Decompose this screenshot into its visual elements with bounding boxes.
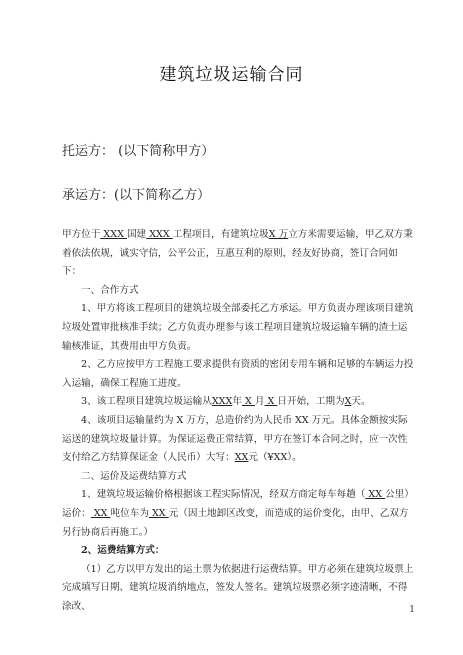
start-year-blank: XXX bbox=[211, 396, 233, 408]
price-blank: XX bbox=[148, 507, 169, 519]
start-month-blank: X bbox=[241, 396, 255, 408]
item-text: 公里）运价： bbox=[62, 489, 414, 519]
item-text: 吨位车为 bbox=[110, 507, 149, 519]
contract-title: 建筑垃圾运输合同 bbox=[159, 65, 304, 85]
section1-item2: 2、乙方应按甲方工程施工要求提供有资质的密闭专用车辆和足够的车辆运力投入运输，确保工程施工进度。 bbox=[62, 359, 414, 389]
item-text: 元（¥XX）。 bbox=[248, 452, 302, 464]
duration-blank: X bbox=[344, 396, 352, 408]
item-text: 1、建筑垃圾运输价格根据该工程实际情况，经双方商定每车每趟（ bbox=[81, 489, 366, 501]
intro-text: 工程项目，有建筑垃圾 bbox=[172, 229, 269, 240]
item-text: 元（因土地卸区改变，而造成的运价变化，由甲、乙双方另行协商后再施工。） bbox=[62, 507, 409, 538]
item-text: 日开始，工期为 bbox=[277, 396, 345, 408]
intro-text: 甲方位于 bbox=[62, 229, 101, 240]
volume-blank: X 万 bbox=[268, 229, 289, 240]
deposit-blank: XX bbox=[234, 452, 249, 464]
contract-body bbox=[62, 226, 414, 616]
section1-item1: 1、甲方将该工程项目的建筑垃圾全部委托乙方承运。甲方负责办理该项目建筑垃圾处置审批核准手续；乙方负责办理参与该工程项目建筑垃圾运输车辆的渣土运输核准证，其费用由甲方负责。 bbox=[62, 303, 414, 352]
item-text: 3、该工程项目建筑垃圾运输从 bbox=[81, 396, 212, 408]
section2-item1 bbox=[62, 486, 414, 542]
section2-item2-sub1: （1）乙方以甲方发出的运土票为依据进行运费结算。甲方必须在建筑垃圾票上完成填写日期、建筑垃圾消纳地点，签发人签名。建筑垃圾票必须字迹清晰，不得涂改、 bbox=[62, 563, 414, 612]
carrier-party-line: 托运方： (以下简称甲方） bbox=[62, 144, 215, 159]
item-text: 月 bbox=[254, 396, 265, 408]
section2-item2-heading: 2、运费结算方式： bbox=[81, 545, 165, 557]
intro-paragraph bbox=[62, 226, 414, 282]
intro-text: 立方米需要运输，甲乙双方秉着依法依规，诚实守信，公平公正，互惠互利的原则，经友好协商，签订合同如下： bbox=[62, 229, 413, 278]
item-text: 4、该项目运输量约为 X 万方，总造价约为人民币 XX 万元。具体金额按实际运送的建筑垃圾量计算。为保证运费正常结算，甲方在签订本合同之时，应一次性支付给乙方结算保证金（人民币）大写： bbox=[62, 414, 408, 464]
intro-text: 国建 bbox=[126, 229, 147, 240]
tonnage-blank: XX bbox=[90, 507, 111, 519]
shipper-party-line: 承运方：(以下简称乙方） bbox=[62, 188, 211, 203]
section2-heading: 二、运价及运费结算方式 bbox=[81, 470, 187, 482]
page-number: 1 bbox=[409, 605, 415, 615]
section1-item3 bbox=[62, 393, 414, 412]
project-blank: XXX bbox=[146, 229, 173, 240]
location-blank: XXX bbox=[100, 229, 127, 240]
item-text: 年 bbox=[232, 396, 242, 408]
section1-heading: 一、合作方式 bbox=[81, 284, 139, 296]
section1-item4 bbox=[62, 412, 414, 468]
start-day-blank: X bbox=[264, 396, 278, 408]
distance-blank: XX bbox=[365, 489, 386, 501]
item-text: 天。 bbox=[351, 396, 371, 408]
